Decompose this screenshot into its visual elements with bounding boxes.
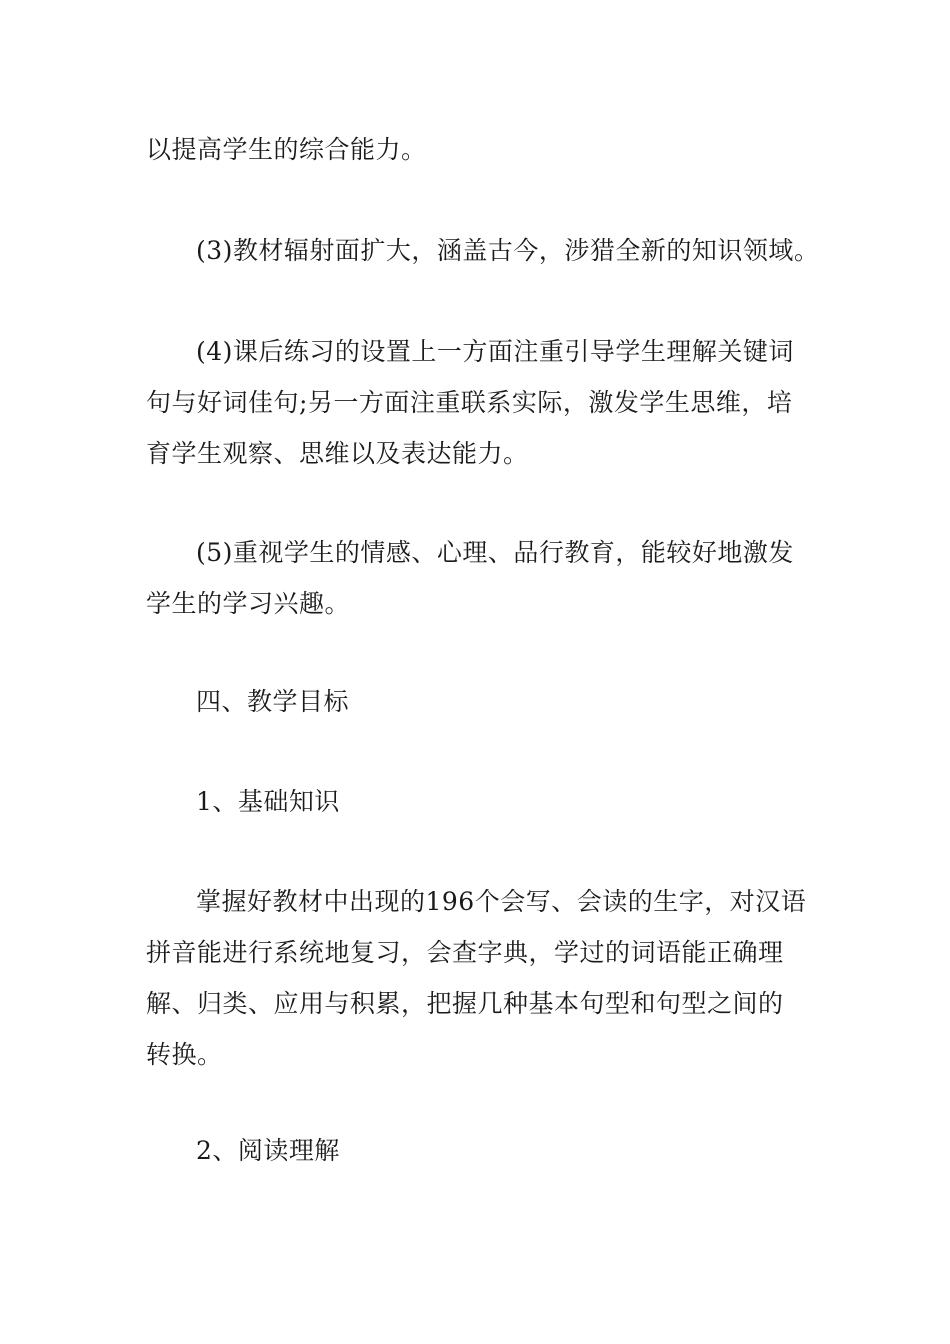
text-line: 2、阅读理解: [196, 1136, 340, 1165]
text-line: 句与好词佳句;另一方面注重联系实际，激发学生思维，培: [146, 388, 793, 417]
subheading-reading-comprehension: [146, 1125, 814, 1176]
paragraph-item-4: [146, 326, 814, 479]
text-line: 以提高学生的综合能力。: [146, 135, 427, 164]
paragraph-item-3: [146, 225, 820, 276]
section-heading-teaching-goals: [146, 676, 814, 727]
paragraph-item-5: [146, 527, 814, 629]
text-line: 1、基础知识: [196, 787, 340, 816]
paragraph-continuation: [146, 124, 814, 175]
text-line: 掌握好教材中出现的196个会写、会读的生字，对汉语: [196, 887, 807, 916]
text-line: (5)重视学生的情感、心理、品行教育，能较好地激发: [196, 538, 794, 567]
text-line: (3)教材辐射面扩大，涵盖古今，涉猎全新的知识领域。: [196, 236, 820, 265]
text-line: (4)课后练习的设置上一方面注重引导学生理解关键词: [196, 337, 794, 366]
text-line: 解、归类、应用与积累，把握几种基本句型和句型之间的: [146, 989, 784, 1018]
text-line: 四、教学目标: [196, 687, 350, 716]
paragraph-basic-knowledge: [146, 876, 814, 1080]
text-line: 转换。: [146, 1040, 223, 1069]
text-line: 学生的学习兴趣。: [146, 589, 351, 618]
text-line: 育学生观察、思维以及表达能力。: [146, 439, 529, 468]
text-line: 拼音能进行系统地复习，会查字典，学过的词语能正确理: [146, 938, 784, 967]
subheading-basic-knowledge: [146, 776, 814, 827]
